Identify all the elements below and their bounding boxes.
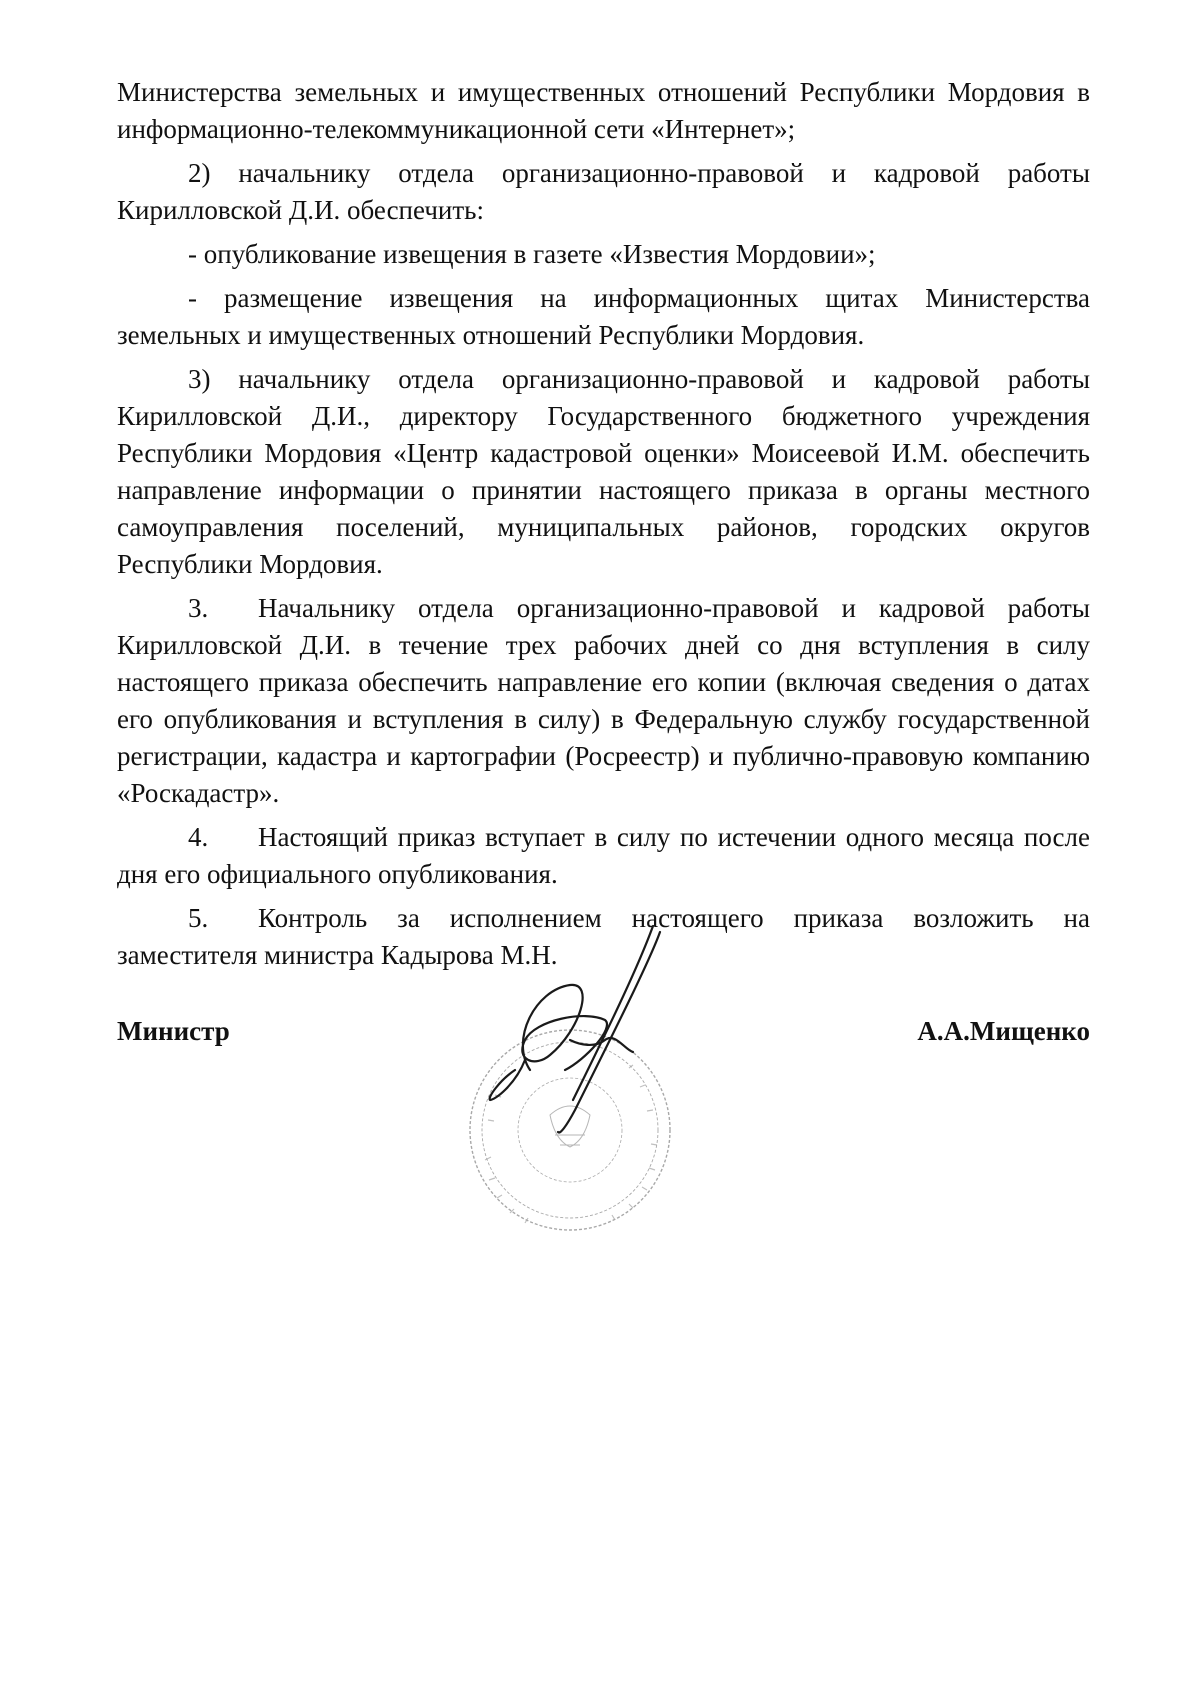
paragraph-1: 2) начальнику отдела организационно-правовой и кадровой работы Кирилловской Д.И. обеспечить: bbox=[117, 158, 1090, 225]
numbered-item-3 bbox=[117, 590, 1090, 812]
signature-block bbox=[117, 1016, 1090, 1056]
item-text: Начальнику отдела организационно-правовой и кадровой работы Кирилловской Д.И. в течение трех рабочих дней со дня вступления в силу настоящего приказа обеспечить направление его копии (включая сведения о датах его опубликования и вступления в силу) в Федеральную службу государственной регистрации, кадастра и картографии (Росреестр) и публично-правовую компанию «Роскадастр». bbox=[117, 593, 1090, 808]
official-seal-stamp bbox=[455, 920, 715, 1260]
paragraph-2: - опубликование извещения в газете «Известия Мордовии»; bbox=[188, 239, 876, 269]
item-text: Настоящий приказ вступает в силу по истечении одного месяца после дня его официального опубликования. bbox=[117, 822, 1090, 889]
item-number: 3. bbox=[188, 593, 209, 623]
paragraph-4: 3) начальнику отдела организационно-правовой и кадровой работы Кирилловской Д.И., директору Государственного бюджетного учреждения Республики Мордовия «Центр кадастровой оценки» Моисеевой И.М. обеспечить направление информации о принятии настоящего приказа в органы местного самоуправления поселений, муниципальных районов, городских округов Республики Мордовия. bbox=[117, 364, 1090, 579]
document-body bbox=[117, 74, 1090, 981]
item-number: 4. bbox=[188, 822, 209, 852]
numbered-item-4 bbox=[117, 819, 1090, 893]
signer-title: Министр bbox=[117, 1016, 230, 1046]
item-number: 5. bbox=[188, 903, 209, 933]
seal-ring-text bbox=[485, 1065, 657, 1223]
signer-name: А.А.Мищенко bbox=[917, 1016, 1090, 1046]
seal-emblem bbox=[550, 1106, 590, 1147]
seal-circle bbox=[470, 1030, 670, 1230]
paragraph-3: - размещение извещения на информационных щитах Министерства земельных и имущественных отношений Республики Мордовия. bbox=[117, 283, 1090, 350]
paragraph-0: Министерства земельных и имущественных отношений Республики Мордовия в информационно-телекоммуникационной сети «Интернет»; bbox=[117, 77, 1090, 144]
item-text: Контроль за исполнением настоящего приказа возложить на заместителя министра Кадырова М.Н. bbox=[117, 903, 1090, 970]
